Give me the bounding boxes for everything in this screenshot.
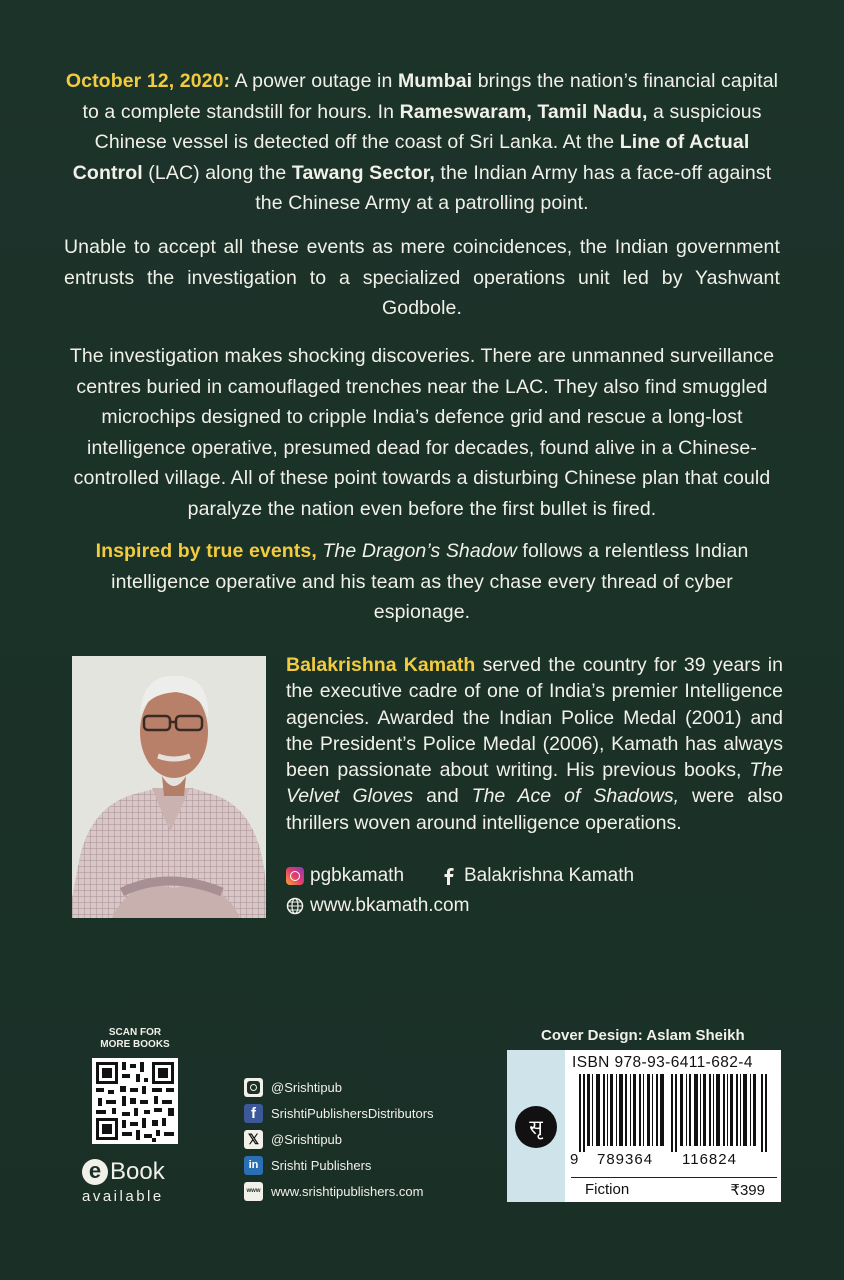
www-icon: www <box>244 1182 263 1201</box>
blurb-paragraph-4 <box>64 536 780 628</box>
ebook-word: Book <box>110 1158 165 1185</box>
facebook-name: Balakrishna Kamath <box>464 865 635 886</box>
bio-text: were also thrillers woven around intelligence operations. <box>286 785 783 834</box>
linkedin-icon: in <box>244 1156 263 1175</box>
publisher-instagram[interactable] <box>244 1078 342 1097</box>
bio-text: and <box>413 785 472 808</box>
publisher-x[interactable] <box>244 1130 342 1149</box>
blurb-paragraph-1 <box>64 66 780 219</box>
blurb-text: a suspicious Chinese vessel is detected off the coast of Sri Lanka. At the <box>94 100 762 153</box>
author-facebook[interactable] <box>440 865 634 887</box>
author-bio <box>286 652 783 836</box>
ebook-e-icon: e <box>82 1159 108 1185</box>
author-name: Balakrishna Kamath <box>286 654 476 676</box>
publisher-x-handle: @Srishtipub <box>271 1132 343 1147</box>
genre-label: Fiction <box>585 1181 630 1198</box>
date-highlight: October 12, 2020: <box>65 70 231 92</box>
instagram-handle: pgbkamath <box>310 865 405 886</box>
author-website[interactable] <box>286 895 469 917</box>
qr-label-line: SCAN FOR <box>108 1027 162 1038</box>
author-photo <box>72 656 266 918</box>
genre-price-row <box>571 1177 777 1201</box>
place-mumbai: Mumbai <box>397 70 473 92</box>
cover-design-credit: Cover Design: Aslam Sheikh <box>541 1027 745 1044</box>
publisher-instagram-handle: @Srishtipub <box>271 1080 343 1095</box>
book-title: The Dragon’s Shadow <box>322 540 517 562</box>
place-lac: Line of Actual Control <box>72 131 750 184</box>
barcode-digits-left: 789364 <box>597 1151 654 1168</box>
publisher-website-url: www.srishtipublishers.com <box>271 1184 424 1199</box>
isbn-text: ISBN 978-93-6411-682-4 <box>572 1054 753 1071</box>
barcode-digit-first: 9 <box>570 1151 579 1168</box>
barcode-panel <box>507 1050 781 1202</box>
place-tawang: Tawang Sector, <box>291 161 435 184</box>
previous-book-2: The Ace of Shadows, <box>471 785 679 808</box>
qr-label-line: MORE BOOKS <box>100 1039 170 1050</box>
instagram-icon <box>286 867 304 885</box>
publisher-facebook-name: SrishtiPublishersDistributors <box>271 1106 434 1121</box>
ebook-available: available <box>82 1188 164 1205</box>
barcode-bars <box>579 1074 775 1152</box>
publisher-linkedin[interactable] <box>244 1156 371 1175</box>
x-icon: 𝕏 <box>244 1130 263 1149</box>
ebook-badge <box>82 1158 192 1205</box>
publisher-logo <box>507 1050 565 1202</box>
qr-code[interactable] <box>92 1058 178 1144</box>
blurb-text: follows a relentless Indian intelligence operative and his team as they chase every thread of cyber espionage. <box>111 540 749 623</box>
publisher-facebook[interactable] <box>244 1104 434 1123</box>
facebook-icon: f <box>244 1104 263 1123</box>
instagram-icon <box>244 1078 263 1097</box>
blurb-text: (LAC) along the <box>142 161 292 184</box>
blurb-text: brings the nation’s financial capital to a complete standstill for hours. In <box>82 70 779 123</box>
inspired-highlight: Inspired by true events, <box>95 540 317 562</box>
barcode-digits-right: 116824 <box>682 1151 737 1168</box>
qr-label <box>95 1027 175 1051</box>
website-url: www.bkamath.com <box>310 895 470 916</box>
blurb-paragraph-2: Unable to accept all these events as mere coincidences, the Indian government entrusts the investigation to a specialized operations unit led by Yashwant Godbole. <box>64 236 780 319</box>
bio-text: served the country for 39 years in the executive cadre of one of India’s premier Intelligence agencies. Awarded the Indian Police Medal (2001) and the President’s Police Medal (2006), Kamath has always been passionate about writing. His previous books, <box>286 654 783 782</box>
globe-icon <box>286 897 304 915</box>
blurb-paragraph-3: The investigation makes shocking discoveries. There are unmanned surveillance centres buried in camouflaged trenches near the LAC. They also find smuggled microchips designed to cripple India’s defence grid and rescue a long-lost intelligence operative, presumed dead for decades, found alive in a Chinese-controlled village. All of these point towards a disturbing Chinese plan that could paralyze the nation even before the first bullet is fired. <box>69 345 775 520</box>
publisher-website[interactable] <box>244 1182 423 1201</box>
facebook-icon <box>440 867 458 885</box>
blurb-text: A power outage in <box>230 70 398 92</box>
publisher-logo-glyph: सृ <box>515 1106 557 1148</box>
price-label: ₹399 <box>730 1182 765 1199</box>
previous-book-1: The Velvet Gloves <box>286 759 783 808</box>
author-instagram[interactable] <box>286 865 404 887</box>
blurb-text: the Indian Army has a face-off against the Chinese Army at a patrolling point. <box>255 161 772 214</box>
place-rameswaram: Rameswaram, Tamil Nadu, <box>399 100 648 123</box>
publisher-linkedin-name: Srishti Publishers <box>271 1158 372 1173</box>
